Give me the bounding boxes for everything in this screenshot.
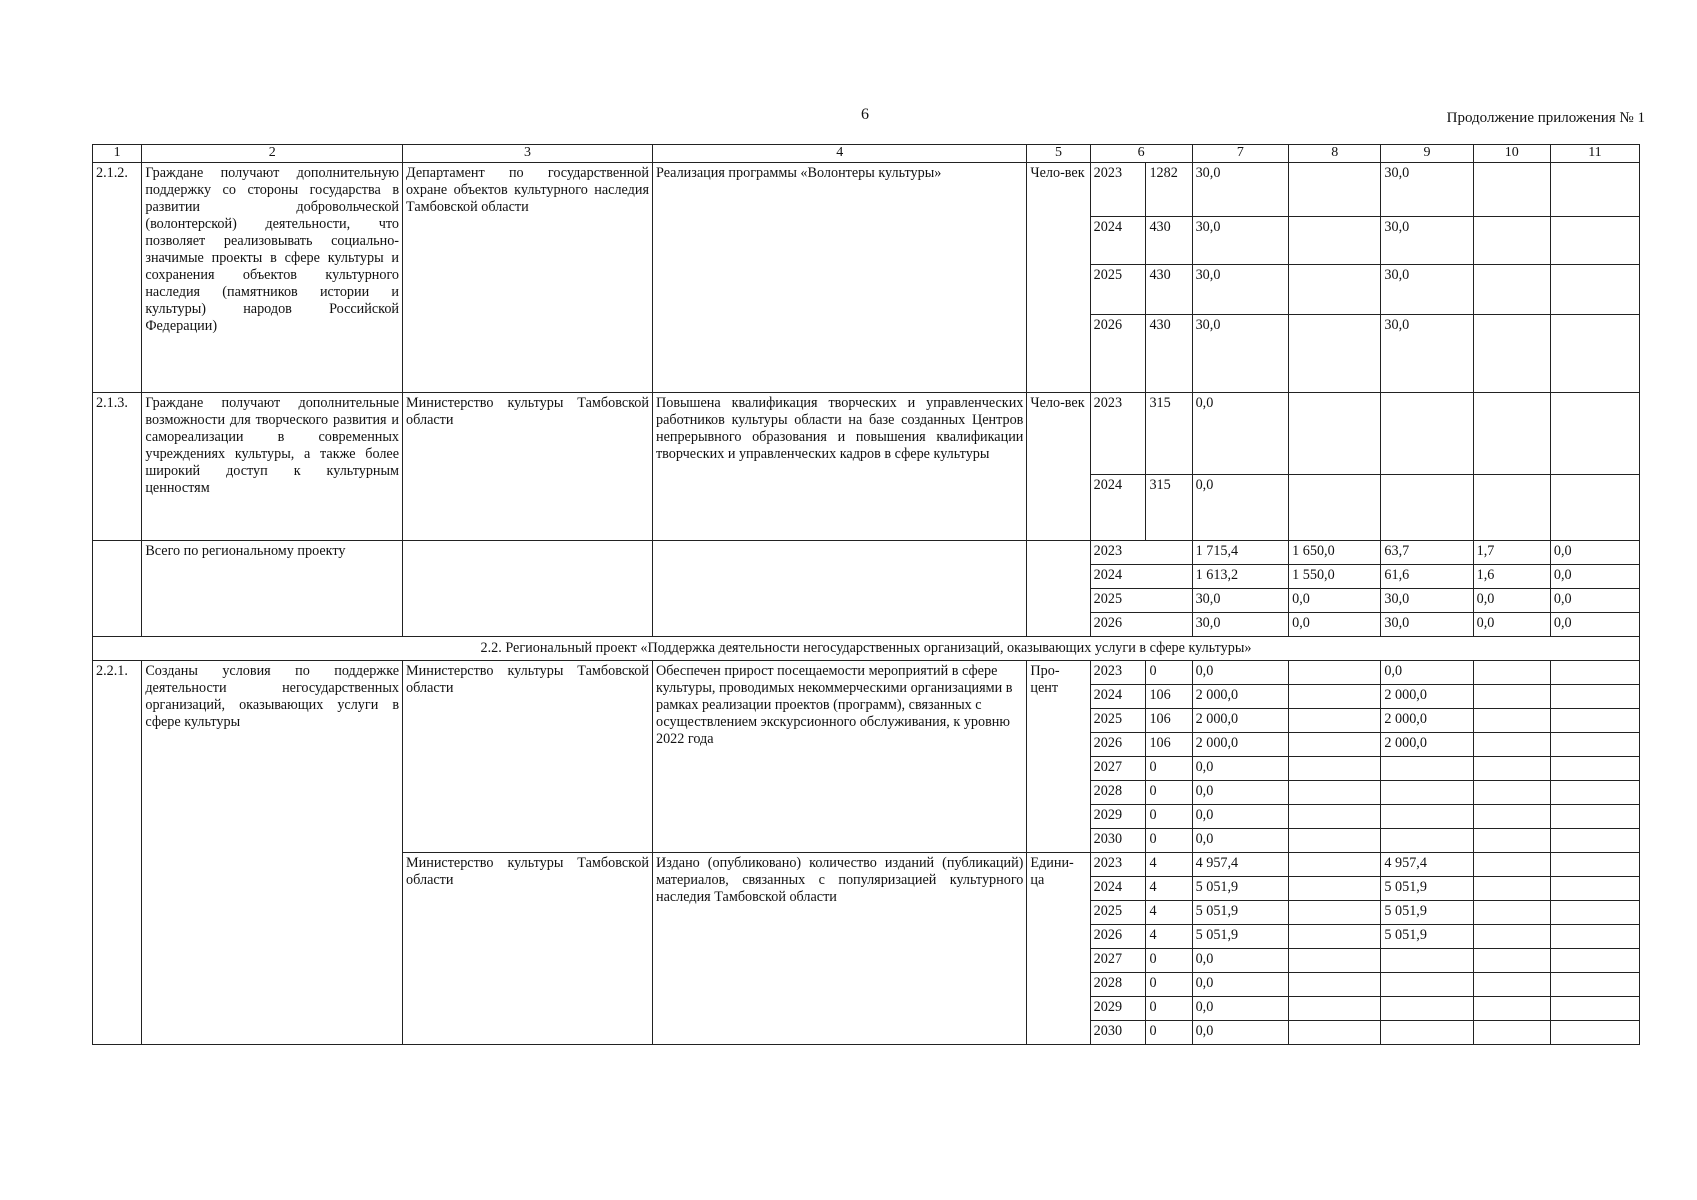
amount-col11 bbox=[1550, 660, 1639, 684]
year-cell: 2023 bbox=[1090, 162, 1146, 216]
amount-col11 bbox=[1550, 708, 1639, 732]
amount-col7: 0,0 bbox=[1192, 474, 1289, 540]
year-cell: 2025 bbox=[1090, 900, 1146, 924]
amount-col11 bbox=[1550, 684, 1639, 708]
col-num-5: 5 bbox=[1027, 145, 1090, 163]
amount-col8 bbox=[1289, 1020, 1381, 1044]
amount-col9 bbox=[1381, 780, 1473, 804]
value-cell: 0 bbox=[1146, 660, 1192, 684]
amount-col9: 2 000,0 bbox=[1381, 708, 1473, 732]
amount-col9 bbox=[1381, 948, 1473, 972]
amount-col10 bbox=[1473, 756, 1550, 780]
amount-col9: 30,0 bbox=[1381, 162, 1473, 216]
value-cell: 315 bbox=[1146, 474, 1192, 540]
amount-col9: 2 000,0 bbox=[1381, 684, 1473, 708]
amount-col7: 1 715,4 bbox=[1192, 540, 1289, 564]
year-cell: 2024 bbox=[1090, 216, 1146, 264]
amount-col8 bbox=[1289, 392, 1381, 474]
amount-col10 bbox=[1473, 876, 1550, 900]
document-table-wrapper bbox=[92, 144, 1640, 1045]
amount-col10 bbox=[1473, 828, 1550, 852]
amount-col8 bbox=[1289, 684, 1381, 708]
amount-col8 bbox=[1289, 314, 1381, 392]
amount-col9: 30,0 bbox=[1381, 612, 1473, 636]
unit-text: Едини-ца bbox=[1027, 852, 1090, 1044]
executor-text: Министерство культуры Тамбовской области bbox=[403, 852, 653, 1044]
amount-col8 bbox=[1289, 264, 1381, 314]
empty-cell bbox=[403, 540, 653, 636]
result-text: Граждане получают дополнительную поддержку со стороны государства в развитии добровольческой (волонтерской) деятельности, что позволяет реализовывать социально-значимые проекты в сфере культуры и сохранения объектов культурного наследия (памятников истории и культуры) народов Российской Федерации) bbox=[142, 162, 403, 392]
value-cell: 0 bbox=[1146, 972, 1192, 996]
amount-col8 bbox=[1289, 852, 1381, 876]
amount-col9: 30,0 bbox=[1381, 264, 1473, 314]
column-number-row bbox=[93, 145, 1640, 163]
table-row bbox=[93, 660, 1640, 684]
amount-col11: 0,0 bbox=[1550, 540, 1639, 564]
year-cell: 2030 bbox=[1090, 1020, 1146, 1044]
indicator-text: Обеспечен прирост посещаемости мероприятий в сфере культуры, проводимых некоммерческими организациями в рамках реализации проектов (программ), связанных с осуществлением экскурсионного обслуживания, к уровню bbox=[655, 662, 1013, 730]
year-cell: 2024 bbox=[1090, 564, 1192, 588]
amount-col11 bbox=[1550, 852, 1639, 876]
amount-col10: 1,7 bbox=[1473, 540, 1550, 564]
empty-cell bbox=[93, 540, 142, 636]
amount-col8 bbox=[1289, 216, 1381, 264]
indicator-text: Повышена квалификация творческих и управленческих работников культуры области на базе созданных Центров непрерывного образования и повышения квалификации творческих и управленческих кадров в сфере культуры bbox=[652, 392, 1026, 540]
year-cell: 2024 bbox=[1090, 474, 1146, 540]
year-cell: 2028 bbox=[1090, 972, 1146, 996]
amount-col10 bbox=[1473, 684, 1550, 708]
col-num-11: 11 bbox=[1550, 145, 1639, 163]
amount-col9 bbox=[1381, 828, 1473, 852]
row-number: 2.2.1. bbox=[93, 660, 142, 1044]
executor-text: Министерство культуры Тамбовской области bbox=[403, 392, 653, 540]
amount-col9 bbox=[1381, 996, 1473, 1020]
year-cell: 2023 bbox=[1090, 660, 1146, 684]
amount-col9: 30,0 bbox=[1381, 314, 1473, 392]
amount-col8 bbox=[1289, 924, 1381, 948]
col-num-6: 6 bbox=[1090, 145, 1192, 163]
amount-col9: 5 051,9 bbox=[1381, 900, 1473, 924]
year-cell: 2027 bbox=[1090, 756, 1146, 780]
value-cell: 0 bbox=[1146, 1020, 1192, 1044]
amount-col10 bbox=[1473, 162, 1550, 216]
amount-col11 bbox=[1550, 756, 1639, 780]
row-number: 2.1.3. bbox=[93, 392, 142, 540]
value-cell: 430 bbox=[1146, 314, 1192, 392]
amount-col7: 4 957,4 bbox=[1192, 852, 1289, 876]
page-number: 6 bbox=[861, 106, 869, 123]
amount-col11 bbox=[1550, 162, 1639, 216]
amount-col11 bbox=[1550, 924, 1639, 948]
amount-col8 bbox=[1289, 828, 1381, 852]
indicator-cell bbox=[652, 660, 1026, 852]
unit-text: Чело-век bbox=[1027, 162, 1090, 392]
amount-col7: 5 051,9 bbox=[1192, 924, 1289, 948]
amount-col9 bbox=[1381, 1020, 1473, 1044]
amount-col8 bbox=[1289, 876, 1381, 900]
amount-col7: 1 613,2 bbox=[1192, 564, 1289, 588]
amount-col8 bbox=[1289, 900, 1381, 924]
col-num-3: 3 bbox=[403, 145, 653, 163]
value-cell: 106 bbox=[1146, 708, 1192, 732]
amount-col10: 1,6 bbox=[1473, 564, 1550, 588]
amount-col7: 0,0 bbox=[1192, 780, 1289, 804]
amount-col10: 0,0 bbox=[1473, 612, 1550, 636]
amount-col8 bbox=[1289, 804, 1381, 828]
unit-text: Про-цент bbox=[1027, 660, 1090, 852]
year-cell: 2026 bbox=[1090, 314, 1146, 392]
amount-col11 bbox=[1550, 732, 1639, 756]
col-num-8: 8 bbox=[1289, 145, 1381, 163]
amount-col11: 0,0 bbox=[1550, 612, 1639, 636]
amount-col9 bbox=[1381, 972, 1473, 996]
amount-col10 bbox=[1473, 996, 1550, 1020]
table-row bbox=[93, 540, 1640, 564]
unit-text: Чело-век bbox=[1027, 392, 1090, 540]
amount-col9: 5 051,9 bbox=[1381, 876, 1473, 900]
value-cell: 430 bbox=[1146, 216, 1192, 264]
amount-col7: 0,0 bbox=[1192, 756, 1289, 780]
value-cell: 0 bbox=[1146, 996, 1192, 1020]
amount-col10 bbox=[1473, 924, 1550, 948]
amount-col8 bbox=[1289, 474, 1381, 540]
col-num-9: 9 bbox=[1381, 145, 1473, 163]
amount-col8: 0,0 bbox=[1289, 612, 1381, 636]
col-num-2: 2 bbox=[142, 145, 403, 163]
year-cell: 2023 bbox=[1090, 540, 1192, 564]
amount-col11 bbox=[1550, 474, 1639, 540]
year-cell: 2026 bbox=[1090, 924, 1146, 948]
row-number: 2.1.2. bbox=[93, 162, 142, 392]
year-cell: 2023 bbox=[1090, 392, 1146, 474]
executor-text: Департамент по государственной охране объектов культурного наследия Тамбовской области bbox=[403, 162, 653, 392]
col-num-7: 7 bbox=[1192, 145, 1289, 163]
col-num-4: 4 bbox=[652, 145, 1026, 163]
table-row bbox=[93, 162, 1640, 216]
value-cell: 0 bbox=[1146, 780, 1192, 804]
amount-col10 bbox=[1473, 972, 1550, 996]
amount-col7: 30,0 bbox=[1192, 216, 1289, 264]
amount-col10 bbox=[1473, 708, 1550, 732]
amount-col7: 0,0 bbox=[1192, 828, 1289, 852]
amount-col8: 1 650,0 bbox=[1289, 540, 1381, 564]
amount-col7: 30,0 bbox=[1192, 162, 1289, 216]
amount-col11 bbox=[1550, 314, 1639, 392]
amount-col9: 4 957,4 bbox=[1381, 852, 1473, 876]
total-label: Всего по региональному проекту bbox=[142, 540, 403, 636]
amount-col7: 2 000,0 bbox=[1192, 708, 1289, 732]
amount-col7: 0,0 bbox=[1192, 804, 1289, 828]
value-cell: 315 bbox=[1146, 392, 1192, 474]
value-cell: 430 bbox=[1146, 264, 1192, 314]
value-cell: 106 bbox=[1146, 732, 1192, 756]
value-cell: 0 bbox=[1146, 828, 1192, 852]
amount-col9 bbox=[1381, 392, 1473, 474]
amount-col11 bbox=[1550, 264, 1639, 314]
amount-col7: 30,0 bbox=[1192, 612, 1289, 636]
amount-col11 bbox=[1550, 804, 1639, 828]
col-num-10: 10 bbox=[1473, 145, 1550, 163]
indicator-text: Реализация программы «Волонтеры культуры» bbox=[652, 162, 1026, 392]
amount-col8 bbox=[1289, 780, 1381, 804]
year-cell: 2025 bbox=[1090, 708, 1146, 732]
amount-col10 bbox=[1473, 216, 1550, 264]
year-cell: 2030 bbox=[1090, 828, 1146, 852]
amount-col10 bbox=[1473, 264, 1550, 314]
empty-cell bbox=[1027, 540, 1090, 636]
value-cell: 4 bbox=[1146, 852, 1192, 876]
empty-cell bbox=[652, 540, 1026, 636]
amount-col10 bbox=[1473, 660, 1550, 684]
value-cell: 4 bbox=[1146, 900, 1192, 924]
year-cell: 2029 bbox=[1090, 804, 1146, 828]
year-cell: 2029 bbox=[1090, 996, 1146, 1020]
value-cell: 106 bbox=[1146, 684, 1192, 708]
indicator-text: Издано (опубликовано) количество изданий (публикаций) материалов, связанных с популяризацией культурного наследия Тамбовской области bbox=[652, 852, 1026, 1044]
amount-col7: 30,0 bbox=[1192, 588, 1289, 612]
amount-col9: 63,7 bbox=[1381, 540, 1473, 564]
amount-col7: 0,0 bbox=[1192, 948, 1289, 972]
amount-col9: 30,0 bbox=[1381, 216, 1473, 264]
amount-col10 bbox=[1473, 780, 1550, 804]
amount-col9: 30,0 bbox=[1381, 588, 1473, 612]
amount-col10 bbox=[1473, 1020, 1550, 1044]
amount-col10 bbox=[1473, 804, 1550, 828]
amount-col11: 0,0 bbox=[1550, 564, 1639, 588]
amount-col10 bbox=[1473, 474, 1550, 540]
amount-col7: 0,0 bbox=[1192, 1020, 1289, 1044]
result-text: Созданы условия по поддержке деятельности негосударственных организаций, оказывающих услуги в сфере культуры bbox=[142, 660, 403, 1044]
amount-col9: 2 000,0 bbox=[1381, 732, 1473, 756]
amount-col8 bbox=[1289, 996, 1381, 1020]
amount-col9: 5 051,9 bbox=[1381, 924, 1473, 948]
year-cell: 2025 bbox=[1090, 588, 1192, 612]
amount-col9: 0,0 bbox=[1381, 660, 1473, 684]
amount-col10 bbox=[1473, 852, 1550, 876]
amount-col7: 2 000,0 bbox=[1192, 684, 1289, 708]
year-cell: 2025 bbox=[1090, 264, 1146, 314]
amount-col10 bbox=[1473, 732, 1550, 756]
amount-col7: 0,0 bbox=[1192, 996, 1289, 1020]
amount-col10 bbox=[1473, 314, 1550, 392]
year-cell: 2024 bbox=[1090, 876, 1146, 900]
indicator-tail: 2022 года bbox=[655, 730, 714, 747]
amount-col7: 0,0 bbox=[1192, 660, 1289, 684]
amount-col9 bbox=[1381, 804, 1473, 828]
section-row bbox=[93, 636, 1640, 660]
amount-col8 bbox=[1289, 660, 1381, 684]
value-cell: 0 bbox=[1146, 948, 1192, 972]
section-title: 2.2. Региональный проект «Поддержка деятельности негосударственных организаций, оказывающих услуги в сфере культуры» bbox=[93, 636, 1640, 660]
value-cell: 0 bbox=[1146, 804, 1192, 828]
amount-col11 bbox=[1550, 216, 1639, 264]
amount-col11 bbox=[1550, 948, 1639, 972]
amount-col11 bbox=[1550, 900, 1639, 924]
result-text: Граждане получают дополнительные возможности для творческого развития и самореализации в современных учреждениях культуры, а также более широкий доступ к культурным ценностям bbox=[142, 392, 403, 540]
amount-col9 bbox=[1381, 756, 1473, 780]
program-table bbox=[92, 144, 1640, 1045]
year-cell: 2028 bbox=[1090, 780, 1146, 804]
amount-col10: 0,0 bbox=[1473, 588, 1550, 612]
year-cell: 2024 bbox=[1090, 684, 1146, 708]
value-cell: 0 bbox=[1146, 756, 1192, 780]
year-cell: 2026 bbox=[1090, 732, 1146, 756]
col-num-1: 1 bbox=[93, 145, 142, 163]
amount-col11 bbox=[1550, 876, 1639, 900]
appendix-heading: Продолжение приложения № 1 bbox=[1446, 110, 1645, 126]
amount-col7: 5 051,9 bbox=[1192, 900, 1289, 924]
year-cell: 2026 bbox=[1090, 612, 1192, 636]
amount-col11 bbox=[1550, 1020, 1639, 1044]
executor-text: Министерство культуры Тамбовской области bbox=[403, 660, 653, 852]
amount-col7: 0,0 bbox=[1192, 392, 1289, 474]
amount-col7: 30,0 bbox=[1192, 264, 1289, 314]
amount-col9 bbox=[1381, 474, 1473, 540]
amount-col11: 0,0 bbox=[1550, 588, 1639, 612]
amount-col10 bbox=[1473, 392, 1550, 474]
amount-col8 bbox=[1289, 972, 1381, 996]
amount-col7: 2 000,0 bbox=[1192, 732, 1289, 756]
amount-col7: 0,0 bbox=[1192, 972, 1289, 996]
amount-col8 bbox=[1289, 948, 1381, 972]
amount-col8: 0,0 bbox=[1289, 588, 1381, 612]
amount-col10 bbox=[1473, 900, 1550, 924]
amount-col7: 30,0 bbox=[1192, 314, 1289, 392]
amount-col8 bbox=[1289, 756, 1381, 780]
amount-col8: 1 550,0 bbox=[1289, 564, 1381, 588]
year-cell: 2027 bbox=[1090, 948, 1146, 972]
amount-col11 bbox=[1550, 996, 1639, 1020]
amount-col8 bbox=[1289, 708, 1381, 732]
amount-col8 bbox=[1289, 162, 1381, 216]
amount-col7: 5 051,9 bbox=[1192, 876, 1289, 900]
value-cell: 4 bbox=[1146, 876, 1192, 900]
value-cell: 1282 bbox=[1146, 162, 1192, 216]
amount-col10 bbox=[1473, 948, 1550, 972]
amount-col11 bbox=[1550, 780, 1639, 804]
amount-col11 bbox=[1550, 972, 1639, 996]
value-cell: 4 bbox=[1146, 924, 1192, 948]
amount-col11 bbox=[1550, 828, 1639, 852]
amount-col9: 61,6 bbox=[1381, 564, 1473, 588]
year-cell: 2023 bbox=[1090, 852, 1146, 876]
amount-col8 bbox=[1289, 732, 1381, 756]
amount-col11 bbox=[1550, 392, 1639, 474]
table-row bbox=[93, 392, 1640, 474]
